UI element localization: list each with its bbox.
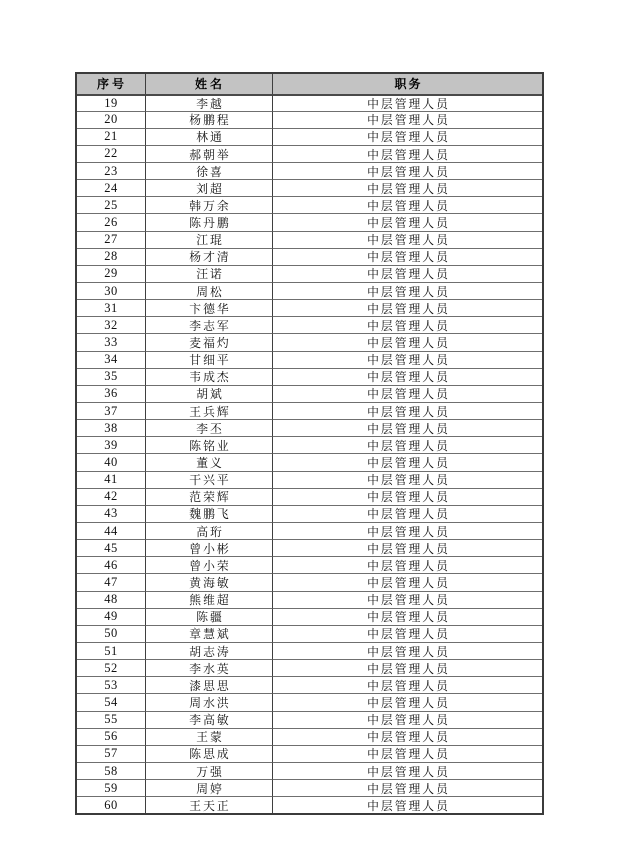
title-cell: 中层管理人员 — [272, 333, 542, 350]
name-cell: 韩万余 — [145, 196, 272, 213]
title-cell: 中层管理人员 — [272, 94, 542, 111]
serial-cell: 32 — [77, 316, 145, 333]
serial-cell: 46 — [77, 556, 145, 573]
name-cell: 徐喜 — [145, 162, 272, 179]
serial-cell: 47 — [77, 573, 145, 590]
serial-cell: 51 — [77, 642, 145, 659]
serial-cell: 37 — [77, 402, 145, 419]
name-cell: 李高敏 — [145, 711, 272, 728]
serial-cell: 26 — [77, 213, 145, 230]
name-cell: 陈思成 — [145, 745, 272, 762]
title-cell: 中层管理人员 — [272, 111, 542, 128]
column-header-name: 姓名 — [145, 74, 272, 94]
name-cell: 胡斌 — [145, 385, 272, 402]
roster-table — [75, 72, 544, 815]
name-cell: 卞德华 — [145, 299, 272, 316]
serial-cell: 33 — [77, 333, 145, 350]
name-cell: 汪诺 — [145, 265, 272, 282]
title-cell: 中层管理人员 — [272, 453, 542, 470]
serial-cell: 27 — [77, 231, 145, 248]
title-cell: 中层管理人员 — [272, 248, 542, 265]
title-cell: 中层管理人员 — [272, 608, 542, 625]
name-cell: 曾小彬 — [145, 539, 272, 556]
name-cell: 陈铭业 — [145, 436, 272, 453]
title-cell: 中层管理人员 — [272, 316, 542, 333]
name-cell: 郝朝举 — [145, 145, 272, 162]
name-cell: 王兵辉 — [145, 402, 272, 419]
title-cell: 中层管理人员 — [272, 625, 542, 642]
name-cell: 章慧斌 — [145, 625, 272, 642]
title-cell: 中层管理人员 — [272, 128, 542, 145]
serial-cell: 56 — [77, 728, 145, 745]
title-cell: 中层管理人员 — [272, 402, 542, 419]
serial-cell: 42 — [77, 488, 145, 505]
name-cell: 陈疆 — [145, 608, 272, 625]
serial-cell: 19 — [77, 94, 145, 111]
serial-cell: 31 — [77, 299, 145, 316]
title-cell: 中层管理人员 — [272, 505, 542, 522]
name-cell: 刘超 — [145, 179, 272, 196]
serial-cell: 44 — [77, 522, 145, 539]
title-cell: 中层管理人员 — [272, 693, 542, 710]
serial-cell: 28 — [77, 248, 145, 265]
serial-cell: 40 — [77, 453, 145, 470]
title-cell: 中层管理人员 — [272, 488, 542, 505]
serial-cell: 34 — [77, 351, 145, 368]
name-cell: 周婷 — [145, 779, 272, 796]
title-cell: 中层管理人员 — [272, 676, 542, 693]
name-cell: 韦成杰 — [145, 368, 272, 385]
serial-cell: 23 — [77, 162, 145, 179]
serial-cell: 24 — [77, 179, 145, 196]
title-cell: 中层管理人员 — [272, 659, 542, 676]
title-cell: 中层管理人员 — [272, 436, 542, 453]
column-header-serial: 序号 — [77, 74, 145, 94]
name-cell: 曾小荣 — [145, 556, 272, 573]
name-cell: 周水洪 — [145, 693, 272, 710]
title-cell: 中层管理人员 — [272, 762, 542, 779]
serial-cell: 50 — [77, 625, 145, 642]
serial-cell: 60 — [77, 796, 145, 813]
serial-cell: 25 — [77, 196, 145, 213]
title-cell: 中层管理人员 — [272, 299, 542, 316]
serial-cell: 41 — [77, 471, 145, 488]
title-cell: 中层管理人员 — [272, 556, 542, 573]
serial-cell: 36 — [77, 385, 145, 402]
title-cell: 中层管理人员 — [272, 162, 542, 179]
serial-cell: 55 — [77, 711, 145, 728]
title-cell: 中层管理人员 — [272, 591, 542, 608]
name-cell: 王蒙 — [145, 728, 272, 745]
name-cell: 魏鹏飞 — [145, 505, 272, 522]
name-cell: 干兴平 — [145, 471, 272, 488]
name-cell: 高珩 — [145, 522, 272, 539]
name-cell: 李越 — [145, 94, 272, 111]
name-cell: 林通 — [145, 128, 272, 145]
title-cell: 中层管理人员 — [272, 419, 542, 436]
serial-cell: 43 — [77, 505, 145, 522]
serial-cell: 49 — [77, 608, 145, 625]
title-cell: 中层管理人员 — [272, 796, 542, 813]
serial-cell: 22 — [77, 145, 145, 162]
serial-cell: 48 — [77, 591, 145, 608]
name-cell: 陈丹鹏 — [145, 213, 272, 230]
title-cell: 中层管理人员 — [272, 282, 542, 299]
title-cell: 中层管理人员 — [272, 196, 542, 213]
title-cell: 中层管理人员 — [272, 779, 542, 796]
serial-cell: 54 — [77, 693, 145, 710]
name-cell: 杨鹏程 — [145, 111, 272, 128]
title-cell: 中层管理人员 — [272, 385, 542, 402]
title-cell: 中层管理人员 — [272, 368, 542, 385]
name-cell: 李丕 — [145, 419, 272, 436]
name-cell: 李水英 — [145, 659, 272, 676]
title-cell: 中层管理人员 — [272, 573, 542, 590]
name-cell: 甘细平 — [145, 351, 272, 368]
name-cell: 胡志涛 — [145, 642, 272, 659]
serial-cell: 39 — [77, 436, 145, 453]
title-cell: 中层管理人员 — [272, 179, 542, 196]
name-cell: 王天正 — [145, 796, 272, 813]
title-cell: 中层管理人员 — [272, 471, 542, 488]
title-cell: 中层管理人员 — [272, 351, 542, 368]
serial-cell: 38 — [77, 419, 145, 436]
name-cell: 江琨 — [145, 231, 272, 248]
name-cell: 杨才清 — [145, 248, 272, 265]
name-cell: 黄海敏 — [145, 573, 272, 590]
name-cell: 麦福灼 — [145, 333, 272, 350]
title-cell: 中层管理人员 — [272, 711, 542, 728]
title-cell: 中层管理人员 — [272, 145, 542, 162]
serial-cell: 59 — [77, 779, 145, 796]
serial-cell: 29 — [77, 265, 145, 282]
title-cell: 中层管理人员 — [272, 522, 542, 539]
name-cell: 万强 — [145, 762, 272, 779]
name-cell: 范荣辉 — [145, 488, 272, 505]
title-cell: 中层管理人员 — [272, 231, 542, 248]
title-cell: 中层管理人员 — [272, 539, 542, 556]
title-cell: 中层管理人员 — [272, 728, 542, 745]
title-cell: 中层管理人员 — [272, 213, 542, 230]
name-cell: 周松 — [145, 282, 272, 299]
serial-cell: 58 — [77, 762, 145, 779]
serial-cell: 53 — [77, 676, 145, 693]
name-cell: 董义 — [145, 453, 272, 470]
title-cell: 中层管理人员 — [272, 642, 542, 659]
serial-cell: 57 — [77, 745, 145, 762]
serial-cell: 35 — [77, 368, 145, 385]
title-cell: 中层管理人员 — [272, 265, 542, 282]
name-cell: 李志军 — [145, 316, 272, 333]
serial-cell: 30 — [77, 282, 145, 299]
name-cell: 熊维超 — [145, 591, 272, 608]
serial-cell: 52 — [77, 659, 145, 676]
serial-cell: 21 — [77, 128, 145, 145]
column-header-title: 职务 — [272, 74, 542, 94]
serial-cell: 20 — [77, 111, 145, 128]
serial-cell: 45 — [77, 539, 145, 556]
name-cell: 漆思思 — [145, 676, 272, 693]
title-cell: 中层管理人员 — [272, 745, 542, 762]
